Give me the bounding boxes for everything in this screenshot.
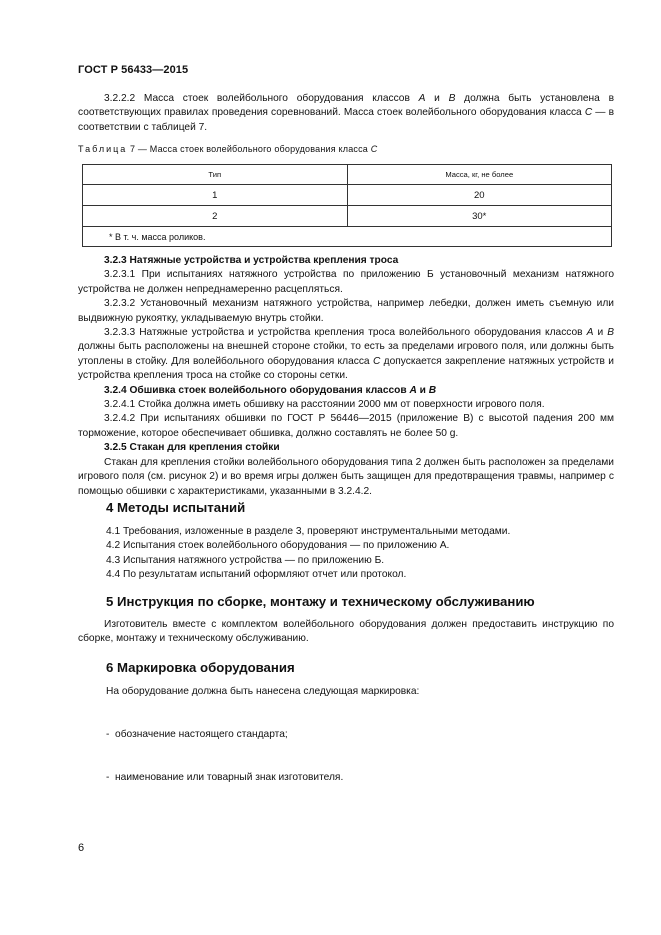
marking-list [106,699,343,814]
table-header-mass: Масса, кг, не более [347,165,612,185]
list-item: 4.4 По результатам испытаний оформляют отчет или протокол. [106,569,407,581]
section-6-body [106,685,419,699]
list-item: 4.1 Требования, изложенные в разделе 3, проверяют инструментальными методами. [106,526,511,537]
subsection-title-3-2-4: 3.2.4 Обшивка стоек волейбольного оборудования классов A и B [104,384,437,396]
list-item: - наименование или товарный знак изготовителя. [106,772,344,784]
list-item: 4.2 Испытания стоек волейбольного оборудования — по приложению А. [106,540,450,552]
table-cell: 30* [347,206,612,227]
paragraph-3-2-4-2: 3.2.4.2 При испытаниях обшивки по ГОСТ Р 56446—2015 (приложение В) с высотой падения 200 мм торможение, которое обеспечивает обшивка, должно составлять не более 50 g. [78,413,614,439]
list-item: 4.3 Испытания натяжного устройства — по приложению Б. [106,554,385,566]
table-row [83,206,612,227]
table-caption: Таблица 7 — Масса стоек волейбольного оборудования класса C [78,144,378,154]
paragraph-3-2-3-2: 3.2.3.2 Установочный механизм натяжного устройства, например лебедки, должен иметь съемную или выдвижную рукоятку, укладываемую внутрь стойки. [78,298,614,324]
section-title-6: 6 Маркировка оборудования [106,660,295,675]
paragraph-3-2-4-1: 3.2.4.1 Стойка должна иметь обшивку на расстоянии 2000 мм от поверхности игрового поля. [104,399,545,411]
list-item: - обозначение настоящего стандарта; [106,728,288,740]
section-title-5: 5 Инструкция по сборке, монтажу и техническому обслуживанию [106,594,535,609]
table-header-row [83,165,612,185]
page-number: 6 [78,842,85,854]
paragraph-3-2-3-3: 3.2.3.3 Натяжные устройства и устройства крепления троса волейбольного оборудования классов A и B должны быть расположены на внешней стороне стойки, то есть за пределами игрового поля, или должны быть утоплены в стойку. Для волейбольного оборудования класса C допускается закрепление натяжных устройств и устройства крепления троса на стойке со стороны сетки. [78,327,614,382]
paragraph-5: Изготовитель вместе с комплектом волейбольного оборудования должен предоставить инструкцию по сборке, монтажу и техническому обслуживанию. [78,619,614,645]
table-cell: 1 [83,185,348,206]
paragraph-3-2-2-2: 3.2.2.2 Масса стоек волейбольного оборудования классов A и B должна быть установлена в соответствующих правилах проведения соревнований. Масса стоек волейбольного оборудования класса C — в соответствии с таблицей 7. [78,93,614,133]
table-footnote: * В т. ч. масса роликов. [83,227,612,247]
paragraph-3-2-3-1: 3.2.3.1 При испытаниях натяжного устройства по приложению Б установочный механизм натяжного устройства не должен непреднамеренно расцепляться. [78,269,614,295]
mass-table [82,164,612,247]
table-row [83,185,612,206]
table-cell: 2 [83,206,348,227]
section-5-body [78,618,614,647]
table-header-type: Тип [83,165,348,185]
paragraph-3-2-5: Стакан для крепления стойки волейбольного оборудования типа 2 должен быть расположен за пределами игрового поля (см. рисунок 2) и во время игры должен быть защищен для предотвращения травмы, например с помощью обшивки с характеристиками, указанными в 3.2.4.2. [78,456,614,497]
document-header: ГОСТ Р 56433—2015 [78,64,189,76]
paragraph-6: На оборудование должна быть нанесена следующая маркировка: [106,686,420,697]
subsection-title-3-2-5: 3.2.5 Стакан для крепления стойки [104,442,280,454]
table-cell: 20 [347,185,612,206]
section-4-list [106,525,510,583]
subsection-title-3-2-3: 3.2.3 Натяжные устройства и устройства крепления троса [104,255,399,266]
sections-3-2-3-to-3-2-5 [78,254,614,499]
table-note-row [83,227,612,247]
section-title-4: 4 Методы испытаний [106,500,246,515]
